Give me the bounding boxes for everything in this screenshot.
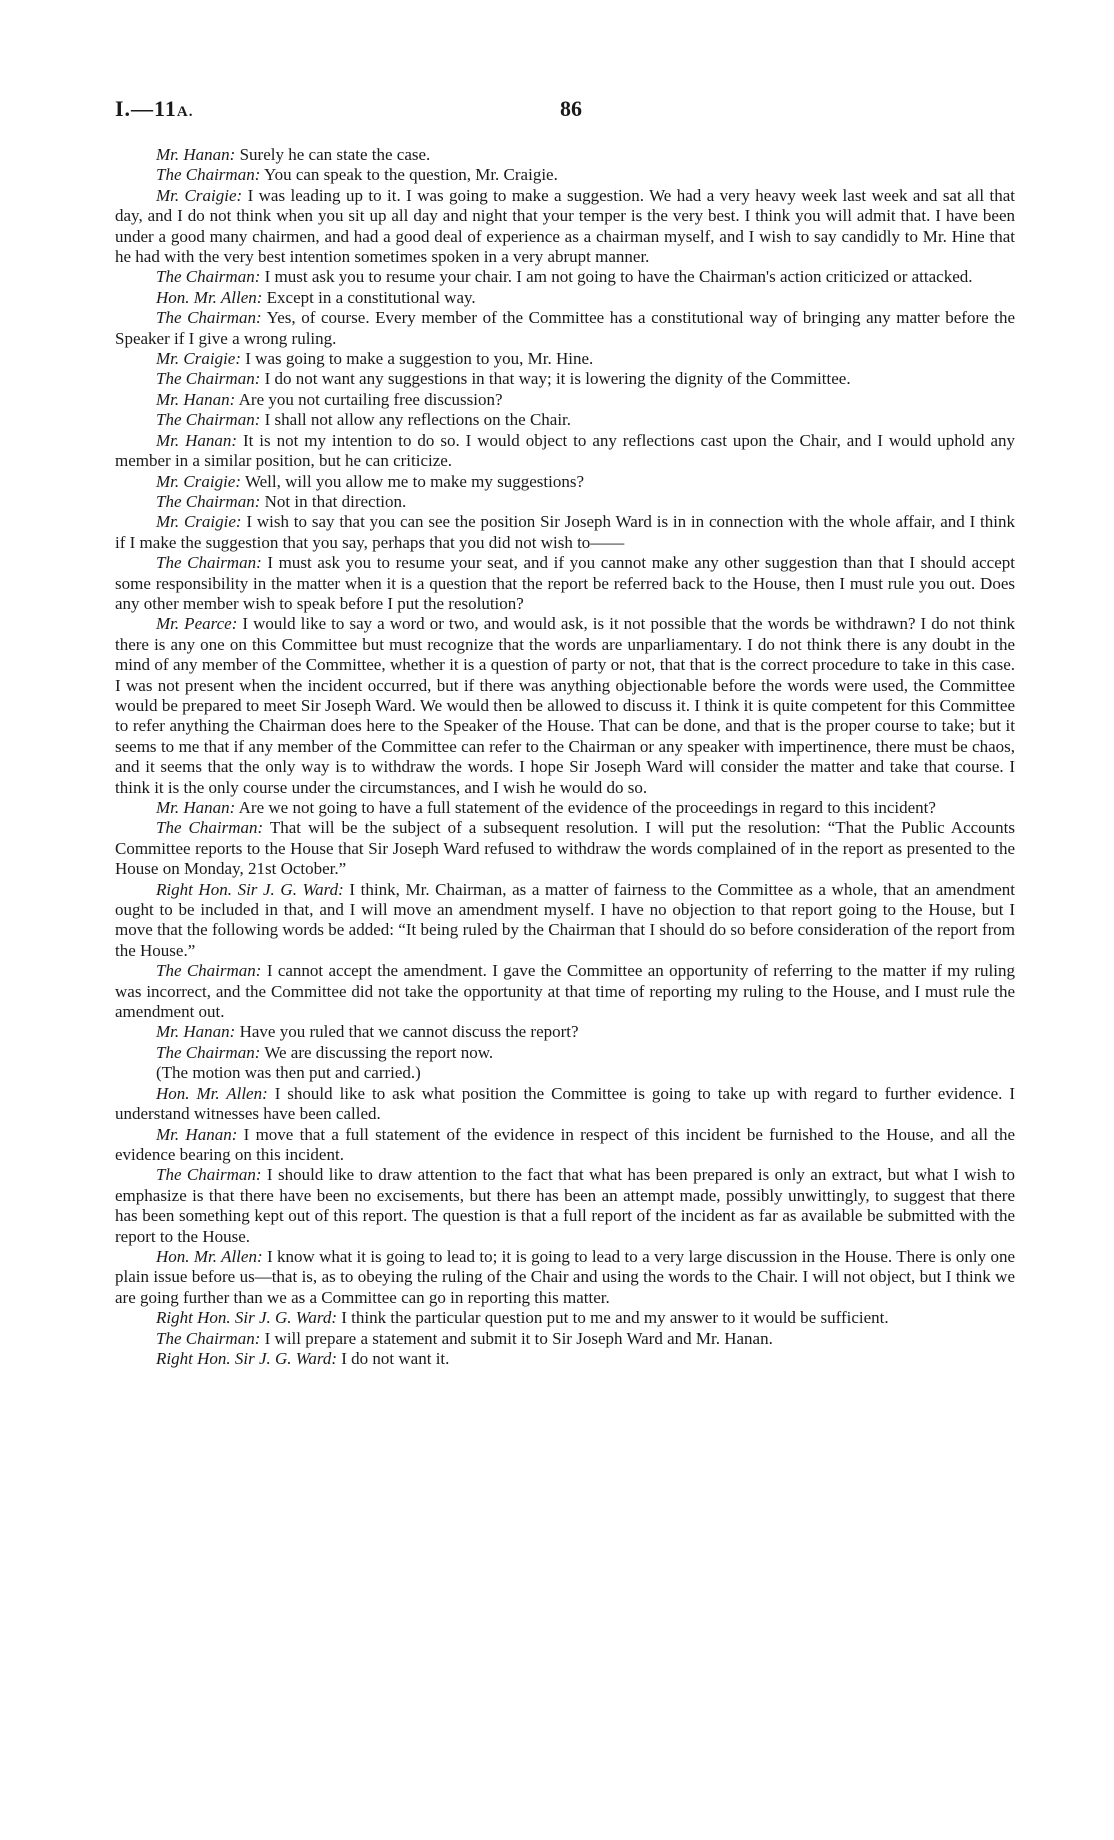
speech-text: I was leading up to it. I was going to make a suggestion. We had a very heavy week last week and sat all that day, and I do not think when you sit up all day and night that your temper is the very best. I think you will admit that. I have been under a good many chairmen, and had a good deal of experience as a chairman myself, and I wish to say candidly to Mr. Hine that he had with the very best intention sometimes spoken in a very abrupt manner. bbox=[115, 185, 1016, 267]
transcript-paragraph bbox=[115, 390, 1015, 410]
speech-text: Well, will you allow me to make my suggestions? bbox=[241, 471, 584, 491]
speaker-name: Mr. Craigie: bbox=[156, 185, 243, 205]
speech-text: I cannot accept the amendment. I gave the Committee an opportunity of referring to the matter if my ruling was incorrect, and the Committee did not take the opportunity at that time of reporting my ruling to the House, and I must rule the amendment out. bbox=[115, 961, 1015, 1022]
transcript-paragraph bbox=[115, 553, 1015, 614]
speech-text: Except in a constitutional way. bbox=[262, 287, 476, 307]
speech-text: I will prepare a statement and submit it to Sir Joseph Ward and Mr. Hanan. bbox=[260, 1328, 773, 1348]
speech-text: I was going to make a suggestion to you, Mr. Hine. bbox=[241, 349, 594, 369]
transcript-paragraph bbox=[115, 492, 1015, 512]
page-header bbox=[115, 96, 1015, 126]
speech-text: I move that a full statement of the evidence in respect of this incident be furnished to the House, and all the evidence bearing on this incident. bbox=[115, 1124, 1015, 1164]
speaker-name: The Chairman: bbox=[156, 818, 264, 838]
speaker-name: Mr. Hanan: bbox=[156, 389, 236, 409]
transcript-paragraph bbox=[115, 1165, 1015, 1247]
transcript-paragraph bbox=[115, 472, 1015, 492]
paper-reference: I.—11A. bbox=[115, 96, 194, 121]
transcript-paragraph bbox=[115, 798, 1015, 818]
transcript-paragraph bbox=[115, 267, 1015, 287]
speaker-name: Mr. Hanan: bbox=[156, 1124, 238, 1144]
speaker-name: Mr. Pearce: bbox=[156, 614, 238, 634]
speaker-name: The Chairman: bbox=[156, 1042, 261, 1062]
speaker-name: The Chairman: bbox=[156, 553, 262, 573]
speech-text: It is not my intention to do so. I would object to any reflections cast upon the Chair, and I would uphold any member in a similar position, but he can criticize. bbox=[115, 430, 1015, 471]
speaker-name: Mr. Hanan: bbox=[156, 430, 238, 450]
transcript-paragraph bbox=[115, 308, 1015, 349]
speech-text: Surely he can state the case. bbox=[235, 145, 431, 164]
speech-text: Yes, of course. Every member of the Committee has a constitutional way of bringing any matter before the Speaker if I give a wrong ruling. bbox=[115, 308, 1015, 348]
transcript-paragraph bbox=[115, 961, 1015, 1022]
transcript-paragraph bbox=[115, 410, 1015, 430]
speaker-name: Mr. Hanan: bbox=[156, 1022, 236, 1042]
speech-text: That will be the subject of a subsequent resolution. I will put the resolution: “That the Public Accounts Committee reports to the House that Sir Joseph Ward refused to withdraw the words complained of in the report as presented to the House on Monday, 21st October.” bbox=[115, 818, 1015, 879]
transcript-paragraph bbox=[115, 614, 1015, 798]
speech-text: Are we not going to have a full statement of the evidence of the proceedings in regard to this incident? bbox=[235, 798, 936, 817]
speaker-name: Hon. Mr. Allen: bbox=[156, 287, 263, 307]
speaker-name: The Chairman: bbox=[156, 1328, 261, 1348]
transcript-paragraph bbox=[115, 1043, 1015, 1063]
speech-text: I would like to say a word or two, and would ask, is it not possible that the words be withdrawn? I do not think there is any one on this Committee but must recognize that the words are unparliamentary. I do not think there is any doubt in the mind of any member of the Committee, whether it is a question of party or not, that that is the correct procedure to take in this case. I was not present when the incident occurred, but if there was anything objectionable before the words were used, the Committee would be prepared to meet Sir Joseph Ward. We would then be allowed to discuss it. I think it is quite competent for this Committee to refer anything the Chairman does here to the Speaker of the House. That can be done, and that is the proper course to take; but it seems to me that if any member of the Committee can refer to the Chairman or any speaker with impertinence, there must be chaos, and it seems that the only way is to withdraw the words. I hope Sir Joseph Ward will consider the matter and take that course. I think it is the only course under the circumstances, and I wish he would do so. bbox=[115, 614, 1016, 797]
speaker-name: Mr. Craigie: bbox=[156, 512, 242, 532]
transcript-paragraph bbox=[115, 1084, 1015, 1125]
transcript-paragraph bbox=[115, 186, 1015, 268]
speech-text: Are you not curtailing free discussion? bbox=[235, 389, 503, 409]
speech-text: I shall not allow any reflections on the Chair. bbox=[260, 410, 572, 430]
speech-text: I must ask you to resume your seat, and if you cannot make any other suggestion than that I should accept some responsibility in the matter when it is a question that the report be referred back to the House, then I must rule you out. Does any other member wish to speak before I put the resolution? bbox=[115, 553, 1015, 613]
speech-text: You can speak to the question, Mr. Craigie. bbox=[260, 165, 558, 185]
speaker-name: Mr. Hanan: bbox=[156, 798, 236, 817]
transcript-paragraph bbox=[115, 1022, 1015, 1042]
transcript-paragraph bbox=[115, 1329, 1015, 1349]
speech-text: I must ask you to resume your chair. I am not going to have the Chairman's action criticized or attacked. bbox=[260, 267, 973, 287]
transcript-paragraph bbox=[115, 1125, 1015, 1166]
speech-text: I should like to ask what position the Committee is going to take up with regard to further evidence. I understand witnesses have been called. bbox=[115, 1083, 1016, 1124]
speaker-name: Mr. Craigie: bbox=[156, 471, 241, 491]
speech-text: I do not want any suggestions in that way; it is lowering the dignity of the Committee. bbox=[260, 369, 851, 389]
speaker-name: The Chairman: bbox=[156, 165, 261, 185]
speech-text: (The motion was then put and carried.) bbox=[156, 1063, 421, 1083]
speech-text: Not in that direction. bbox=[260, 491, 407, 511]
speech-text: I do not want it. bbox=[337, 1348, 450, 1368]
page-number: 86 bbox=[560, 96, 582, 121]
speaker-name: The Chairman: bbox=[156, 961, 262, 981]
speech-text: I think the particular question put to me and my answer to it would be sufficient. bbox=[337, 1308, 889, 1328]
speaker-name: The Chairman: bbox=[156, 308, 262, 328]
speaker-name: Right Hon. Sir J. G. Ward: bbox=[156, 1308, 338, 1328]
speech-text: We are discussing the report now. bbox=[260, 1042, 494, 1062]
transcript-paragraph bbox=[115, 288, 1015, 308]
speaker-name: Hon. Mr. Allen: bbox=[156, 1246, 263, 1266]
transcript-paragraph bbox=[115, 165, 1015, 185]
speaker-name: Hon. Mr. Allen: bbox=[156, 1083, 268, 1103]
speech-text: I should like to draw attention to the fact that what has been prepared is only an extract, but what I wish to emphasize is that there have been no excisements, but there has been an attempt made, possibly unwittingly, to suggest that there has been something kept out of this report. The question is that a full report of the incident as far as available be submitted with the report to the House. bbox=[115, 1165, 1016, 1246]
speaker-name: The Chairman: bbox=[156, 267, 261, 287]
speaker-name: The Chairman: bbox=[156, 491, 261, 511]
transcript-paragraph bbox=[115, 1247, 1015, 1308]
transcript-paragraph bbox=[115, 369, 1015, 389]
transcript-paragraph bbox=[115, 349, 1015, 369]
transcript-paragraph bbox=[115, 431, 1015, 472]
speech-text: Have you ruled that we cannot discuss the report? bbox=[235, 1022, 579, 1042]
speaker-name: Mr. Craigie: bbox=[156, 349, 241, 369]
speaker-name: The Chairman: bbox=[156, 410, 261, 430]
speaker-name: The Chairman: bbox=[156, 1165, 262, 1185]
transcript-paragraph bbox=[115, 1308, 1015, 1328]
speaker-name: The Chairman: bbox=[156, 369, 261, 389]
speaker-name: Right Hon. Sir J. G. Ward: bbox=[156, 1348, 338, 1368]
transcript-paragraph bbox=[115, 818, 1015, 879]
speaker-name: Mr. Hanan: bbox=[156, 145, 236, 164]
speech-text: I think, Mr. Chairman, as a matter of fairness to the Committee as a whole, that an amendment ought to be included in that, and I will move an amendment myself. I have no objection to that report going to the House, but I move that the following words be added: “It being ruled by the Chairman that I should do so before consideration of the report from the House.” bbox=[115, 879, 1016, 960]
transcript-paragraph bbox=[115, 1063, 1015, 1083]
speech-text: I know what it is going to lead to; it is going to lead to a very large discussion in the House. There is only one plain issue before us—that is, as to obeying the ruling of the Chair and using the words to the Chair. I will not object, but I think we are going further than we as a Committee can go in reporting this matter. bbox=[115, 1246, 1016, 1307]
transcript-paragraph bbox=[115, 880, 1015, 962]
transcript-paragraph bbox=[115, 512, 1015, 553]
speech-text: I wish to say that you can see the position Sir Joseph Ward is in in connection with the whole affair, and I think if I make the suggestion that you say, perhaps that you did not wish to—— bbox=[115, 512, 1016, 552]
transcript-paragraph bbox=[115, 145, 1015, 165]
proceedings-text bbox=[115, 145, 1015, 1369]
transcript-paragraph bbox=[115, 1349, 1015, 1369]
speaker-name: Right Hon. Sir J. G. Ward: bbox=[156, 879, 344, 899]
